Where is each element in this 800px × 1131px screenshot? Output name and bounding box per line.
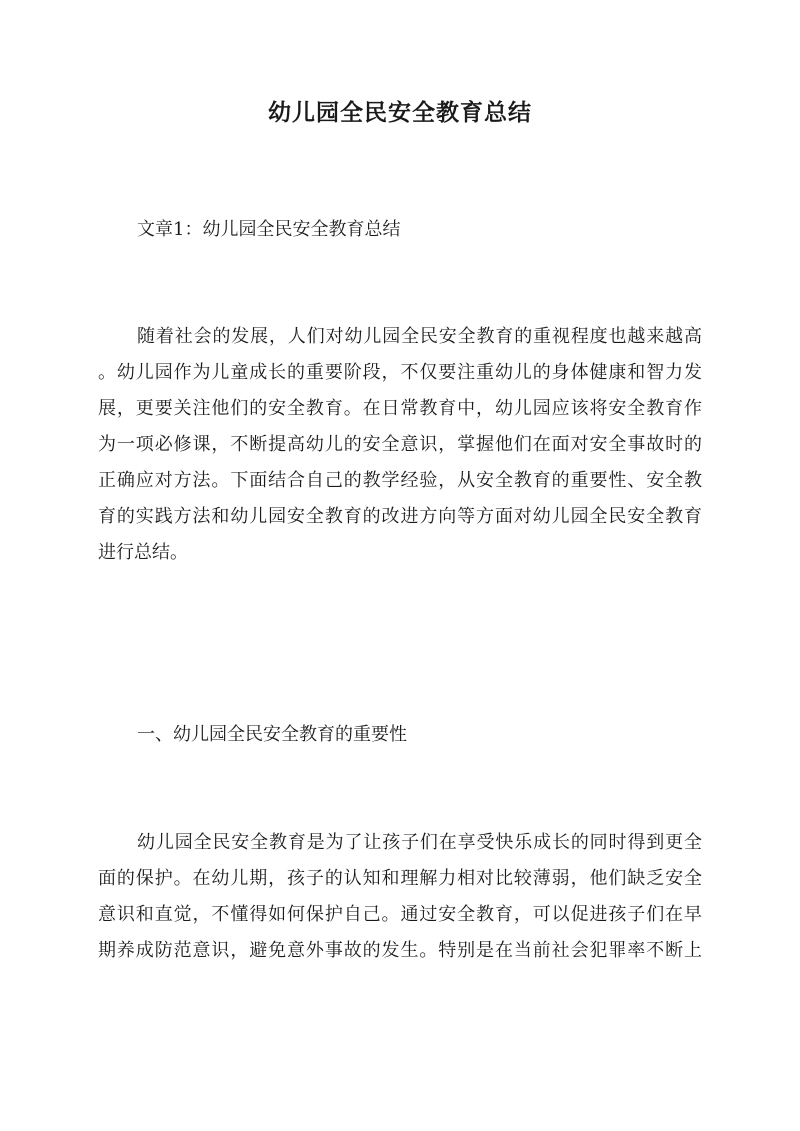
paragraph-line: 随着社会的发展，人们对幼儿园全民安全教育的重视程度也越来越高 — [137, 326, 702, 347]
paragraph-line: 。幼儿园作为儿童成长的重要阶段，不仅要注重幼儿的身体健康和智力发 — [98, 362, 702, 383]
article-heading: 文章1：幼儿园全民安全教育总结 — [137, 219, 401, 240]
paragraph-importance — [98, 825, 702, 969]
document-title: 幼儿园全民安全教育总结 — [268, 99, 532, 126]
paragraph-line: 正确应对方法。下面结合自己的教学经验，从安全教育的重要性、安全教 — [98, 470, 702, 491]
paragraph-line: 展，更要关注他们的安全教育。在日常教育中，幼儿园应该将安全教育作 — [98, 398, 702, 419]
section-heading: 一、幼儿园全民安全教育的重要性 — [137, 724, 407, 745]
paragraph-line: 为一项必修课，不断提高幼儿的安全意识，掌握他们在面对安全事故时的 — [98, 434, 702, 455]
paragraph-intro — [98, 319, 702, 571]
paragraph-line: 面的保护。在幼儿期，孩子的认知和理解力相对比较薄弱，他们缺乏安全 — [98, 868, 702, 889]
paragraph-line: 期养成防范意识，避免意外事故的发生。特别是在当前社会犯罪率不断上 — [98, 940, 702, 961]
paragraph-line: 幼儿园全民安全教育是为了让孩子们在享受快乐成长的同时得到更全 — [137, 832, 702, 853]
paragraph-line: 育的实践方法和幼儿园安全教育的改进方向等方面对幼儿园全民安全教育 — [98, 506, 702, 527]
paragraph-line: 意识和直觉，不懂得如何保护自己。通过安全教育，可以促进孩子们在早 — [98, 904, 702, 925]
paragraph-line: 进行总结。 — [98, 542, 188, 563]
